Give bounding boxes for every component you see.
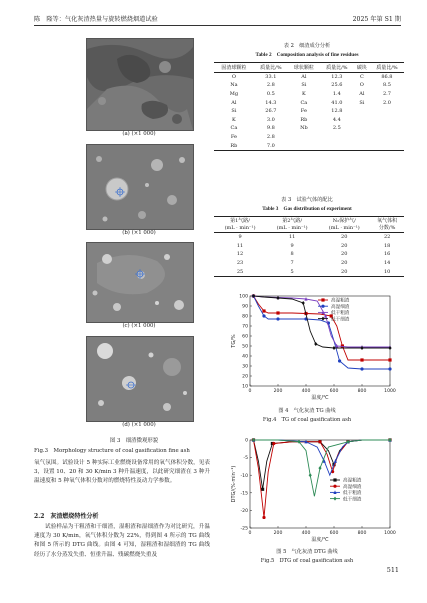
micrograph-c-label: (c) (×1 000) [122, 323, 156, 329]
y-tick-label: -15 [240, 491, 248, 497]
table2-row [214, 107, 404, 116]
series-line [254, 296, 391, 348]
y-tick-label: 50 [242, 344, 248, 350]
table2-cell [370, 124, 404, 133]
table2-cell: 2.0 [382, 99, 391, 106]
data-point [276, 317, 279, 320]
plot-frame [250, 296, 390, 386]
table3-cell: 8 [290, 251, 294, 258]
table2-cell [370, 107, 404, 116]
y-tick-label: 30 [242, 364, 248, 370]
table2-header-cell: 质量比/% [320, 63, 354, 73]
x-tick-label: 600 [329, 531, 339, 536]
table2-header-cell: 固渣球颗粒 [214, 63, 254, 73]
x-tick-label: 400 [301, 389, 311, 394]
table2-cell [354, 124, 370, 133]
table2-cell: 4.4 [332, 116, 341, 123]
table2-header-cell: 质量比/% [370, 63, 404, 73]
table3-row [214, 259, 404, 268]
table2-cell: 41.0 [331, 99, 343, 106]
table2 [214, 62, 404, 151]
table2-row [214, 133, 404, 142]
table2-cell: 33.1 [265, 73, 277, 80]
data-point [360, 358, 363, 361]
table2-body [214, 72, 404, 150]
table2-cell: O [359, 82, 364, 89]
table3-cell: 20 [341, 260, 348, 267]
table3-header-cell: N₂保护气/ (mL · min⁻¹) [318, 217, 370, 233]
y-tick-label: -25 [240, 526, 248, 532]
table2-cell: Nb [300, 125, 308, 132]
table2-cell: Fe [230, 134, 237, 141]
x-tick-label: 600 [329, 389, 339, 394]
table2-cell: Rb [300, 116, 308, 123]
table2-cell: 26.7 [265, 108, 277, 115]
figure4-caption-cn: 图 4 气化灰渣 TG 曲线 [278, 408, 336, 414]
x-tick-label: 200 [273, 389, 283, 394]
data-point [276, 296, 279, 300]
legend-label: 低干粗渣 [331, 311, 350, 317]
table3-body [214, 233, 404, 277]
y-tick-label: 70 [242, 324, 248, 330]
table2-cell: 1.4 [332, 91, 341, 98]
table2-row [214, 81, 404, 90]
legend-label: 低干细渣 [343, 497, 362, 503]
table3-cell: 5 [266, 267, 318, 276]
data-point [261, 488, 264, 491]
micrograph-b [86, 144, 194, 230]
data-point [333, 497, 336, 501]
table2-row [214, 90, 404, 99]
table2-cell: Fe [300, 108, 307, 115]
table2-cell: 2.8 [266, 82, 275, 89]
table2-cell: 14.3 [265, 99, 277, 106]
table2-cell: Si [301, 82, 307, 89]
table2-cell: 86.8 [381, 73, 393, 80]
tg-chart [226, 292, 396, 404]
data-point [276, 311, 279, 314]
table2-cell: 2.5 [332, 125, 341, 132]
table2-header-cell: 碳块 [354, 63, 370, 73]
x-tick-label: 0 [248, 389, 252, 394]
y-tick-label: 20 [242, 374, 248, 380]
legend-label: 高湿粗渣 [331, 298, 350, 304]
data-point [318, 440, 321, 443]
y-tick-label: -5 [243, 456, 248, 462]
micrograph-d [86, 336, 194, 422]
table3-cell: 20 [318, 267, 370, 276]
table2-cell: 7.0 [254, 141, 288, 150]
data-point [314, 342, 317, 346]
table3-header-cell: 氧气体积 分数/% [370, 217, 404, 233]
y-tick-label: 60 [242, 334, 248, 340]
figure5-caption-en: Fig.5 DTG of coal gasification ash [260, 558, 354, 564]
legend-label: 高湿细渣 [343, 484, 362, 490]
table3-header-row [214, 217, 404, 233]
dtg-chart [226, 436, 396, 546]
table2-cell: Al [301, 73, 307, 80]
table2-cell [370, 116, 404, 125]
table2-cell: 3.0 [266, 116, 275, 123]
y-tick-label: -20 [240, 509, 248, 514]
table3-caption-en: Table 3 Gas distribution of experiment [262, 206, 352, 212]
chart-legend [330, 477, 362, 503]
data-point [321, 305, 324, 308]
body-paragraph-1: 氧气氛围。试验设计 5 种实际工业燃烧设备常用的氧气体积分数，见表 3，设置 10、20 和 30 K/min 3 种升温速度，以此研究细渣在 3 种升温速度和 5 种氧气体积分数对的燃烧特性及动力学参数。 [34, 460, 210, 485]
micrograph-a [86, 38, 194, 131]
table2-header-cell: 球状颗粒 [288, 63, 320, 73]
table2-cell: 8.5 [382, 82, 391, 89]
x-tick-label: 800 [357, 531, 367, 536]
table2-cell: Ca [300, 99, 308, 106]
table3-cell: 12 [236, 251, 244, 258]
legend-label: 低干粗渣 [343, 491, 362, 497]
legend-label: 高湿粗渣 [343, 478, 362, 484]
table2-row [214, 72, 404, 81]
table2-cell: 12.8 [331, 108, 343, 115]
table2-cell [320, 141, 354, 150]
data-point [338, 359, 341, 362]
header-rule [34, 25, 401, 26]
table2-cell: K [232, 116, 236, 123]
figure3-caption-en: Fig.3 Morphology structure of coal gasification fine ash [34, 448, 190, 454]
table3-header-cell: 第1气路/ (mL · min⁻¹) [214, 217, 266, 233]
y-tick-label: 90 [242, 304, 248, 310]
table3-cell: 9 [238, 234, 242, 241]
table3-header-cell: 第2气路/ (mL · min⁻¹) [266, 217, 318, 233]
y-tick-label: -10 [240, 473, 248, 479]
table2-cell [370, 133, 404, 142]
micrograph-b-label: (b) (×1 000) [122, 230, 156, 236]
x-tick-label: 200 [273, 531, 283, 536]
table3-cell: 18 [383, 242, 391, 249]
table3-row [214, 250, 404, 259]
data-point [318, 466, 321, 470]
data-point [333, 478, 336, 481]
x-tick-label: 0 [248, 531, 252, 536]
legend-label: 高湿细渣 [331, 304, 350, 310]
table2-cell [288, 133, 320, 142]
table3-cell: 14 [383, 260, 391, 267]
page-number: 511 [386, 566, 399, 574]
series-line [254, 440, 391, 496]
table3-row [214, 233, 404, 242]
x-axis-label: 温度/℃ [311, 395, 329, 401]
body-paragraph-2: 试验样品为干粗渣和干细渣，湿粗渣和湿细渣作为对比研究，升温速度为 30 K/min，氧气体积分数为 22%，得到图 4 所示的 TG 曲线和图 5 所示的 DTG 曲线。由图 4 可知，湿粗渣和湿细渣的 TG 曲线经历了水分蒸发失重、恒重升温、残碳燃烧失重及 [34, 524, 210, 558]
table2-cell [354, 141, 370, 150]
data-point [321, 298, 324, 301]
table2-cell [354, 133, 370, 142]
y-axis-label: DTG/(%·min⁻¹) [231, 465, 237, 503]
table2-cell [354, 116, 370, 125]
table3-cell: 16 [383, 251, 391, 258]
data-point [302, 301, 305, 305]
data-point [360, 367, 363, 370]
table2-caption-en: Table 2 Composition analysis of fine residues [255, 52, 359, 58]
header-issue: 2025 年第 S1 期 [352, 16, 401, 23]
x-tick-label: 1000 [384, 389, 396, 394]
table2-cell [288, 141, 320, 150]
y-tick-label: 100 [239, 294, 248, 300]
data-point [262, 309, 265, 312]
x-tick-label: 400 [301, 531, 311, 536]
figure4-caption-en: Fig.4 TG of coal gasification ash [262, 417, 352, 423]
table2-cell: Al [231, 99, 237, 106]
y-tick-label: 80 [242, 314, 248, 320]
table3-cell: 20 [341, 251, 348, 258]
table2-cell: Si [359, 99, 365, 106]
table2-header-row [214, 63, 404, 73]
data-point [333, 485, 336, 488]
micrograph-c [86, 242, 194, 323]
table3-cell: 20 [341, 234, 348, 241]
table2-cell: C [359, 73, 364, 80]
table2-cell: 25.6 [331, 82, 343, 89]
section-heading: 2.2 灰渣燃烧特性分析 [34, 513, 99, 520]
table2-caption-cn: 表 2 细渣成分分析 [283, 43, 331, 49]
x-tick-label: 1000 [384, 531, 396, 536]
data-point [272, 442, 275, 445]
table2-row [214, 141, 404, 150]
table2-cell: 9.8 [266, 125, 275, 132]
y-tick-label: 0 [245, 438, 248, 444]
series-line [254, 440, 391, 517]
table2-cell: 2.8 [266, 134, 275, 141]
table2-cell: K [301, 91, 306, 98]
table2-row [214, 98, 404, 107]
table2-cell: 2.7 [382, 91, 391, 98]
table3-cell: 25 [214, 267, 266, 276]
table3-cell: 20 [341, 242, 348, 249]
table2-cell: Ca [230, 125, 238, 132]
figure3-caption-cn: 图 3 细渣微观形貌 [109, 438, 159, 444]
header-authors-title: 陈 隆等：气化灰渣热量与旋转燃烧烟道试验 [34, 16, 158, 23]
data-point [388, 367, 391, 370]
table2-cell: Si [231, 108, 237, 115]
table2-cell: 12.3 [331, 73, 343, 80]
data-point [262, 314, 265, 317]
table3-row [214, 242, 404, 251]
legend-label: 低干细渣 [331, 317, 350, 323]
data-point [388, 358, 391, 361]
table3-cell: 10 [370, 267, 404, 276]
y-tick-label: 40 [242, 354, 248, 360]
figure5-caption-cn: 图 5 气化灰渣 DTG 曲线 [276, 549, 338, 555]
table2-cell [320, 133, 354, 142]
micrograph-a-label: (a) (×1 000) [122, 131, 156, 137]
table3-cell: 23 [236, 260, 244, 267]
micrograph-d-label: (d) (×1 000) [122, 422, 156, 428]
series-line [254, 296, 391, 347]
table2-cell: Mg [229, 91, 239, 98]
y-tick-label: 10 [242, 384, 248, 390]
table3-cell: 22 [383, 234, 391, 241]
data-point [321, 317, 324, 321]
table2-cell: Na [230, 82, 238, 89]
table3-cell: 11 [288, 234, 296, 241]
running-header [0, 0, 427, 30]
table3-row [214, 267, 404, 276]
table3 [214, 216, 404, 277]
x-axis-label: 温度/℃ [311, 537, 329, 543]
table3-cell: 9 [290, 242, 294, 249]
x-tick-label: 800 [357, 389, 367, 394]
table2-header-cell: 质量比/% [254, 63, 288, 73]
data-point [262, 516, 265, 519]
table2-row [214, 116, 404, 125]
table2-cell: O [231, 73, 236, 80]
table2-cell: Al [359, 91, 365, 98]
table3-caption-cn: 表 3 试验气体的配比 [281, 197, 333, 203]
table2-cell: 0.5 [266, 91, 275, 98]
table3-cell: 11 [236, 242, 244, 249]
data-point [309, 473, 312, 477]
table2-cell [370, 141, 404, 150]
table3-cell: 7 [290, 260, 294, 267]
table2-row [214, 124, 404, 133]
chart-legend [318, 297, 350, 323]
table2-cell [354, 107, 370, 116]
table2-cell: Rb [214, 141, 254, 150]
y-axis-label: TG/% [231, 334, 237, 348]
